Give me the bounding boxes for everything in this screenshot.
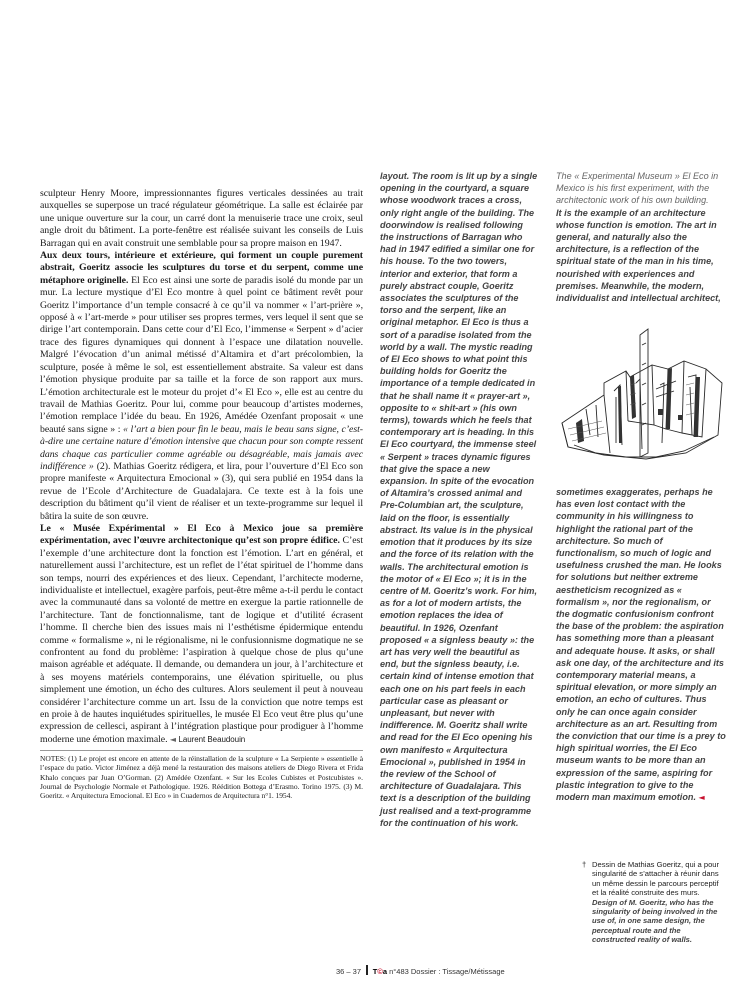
paragraph-2-end: (2). Mathias Goeritz rédigera, et lira, pour l’ouverture d’El Eco son propre manifeste « Arquitectura Emocional » (3), qui sera publié en 1954 dans la revue de l’Ecole d’Architecture de Guadalajara. Ce texte est à la fois une description du bâtiment qu’il vient de réaliser et un texte-programme sur lequel il bâtira la suite de son œuvre. [40,460,363,522]
caption-english: Design of M. Goeritz, who has the singularity of being involved in the use of, in one same design, the perceptual route and the constructed reality of walls. [592,897,718,945]
caption-french: Dessin de Mathias Goeritz, qui a pour singularité de s’attacher à réunir dans un même dessin le parcours perceptif et la réalité construite des murs. [592,860,720,898]
english-text-block: layout. The room is lit up by a single opening in the courtyard, a square whose woodwork traces a cross, only right angle of the building. The doorwindow is realised following the instructions of Barragan who had in 1947 edified a similar one for his house. To the two towers, interior and exterior, that form a purely abstract couple, Goeritz associates the sculptures of the torso and the serpent, like an original metaphor. El Eco is thus a sort of a paradise isolated from the world by a wall. The mystic reading of El Eco shows to what point this building holds for Goeritz the importance of a temple dedicated in that he shall name it « prayer-art », opposite to « shit-art » (his own terms), towards which he feels that contemporary art is heading. In this El Eco courtyard, the immense steel « Serpent » traces dynamic figures that give the space a new expansion. In spite of the evocation of Altamira’s crossed animal and Pre-Columbian art, the sculpture, laid on the floor, is essentially abstract. Its value is in the physical emotion that it produces by its size and the force of its relation with the walls. The architectural emotion is the motor of « El Eco »; it is in the centre of M. Goeritz’s work. For him, as for a lot of modern artists, the emotion replaces the idea of beautiful. In 1926, Ozenfant proposed « a signless beauty »: the art has very well the beautiful as end, but the signless beauty, i.e. certain kind of intense emotion that each one on his part feels in each particular case as pleasant or unpleasant, but never with indifference. M. Goeritz shall write and read for the El Eco opening his own manifesto « Arquitectura Emocional », published in 1954 in the review of the School of architecture of Guadalajara. This text is a description of the building just realised and a text-programme for the continuation of his work. [380,171,538,828]
footer-divider [366,965,368,975]
paragraph-2 [40,250,363,523]
paragraph-1: sculpteur Henry Moore, impressionnantes figures verticales dessinées au trait auxquelles se superpose un tracé régulateur géométrique. La salle est éclairée par une unique ouverture sur la cour, un carré dont la menuiserie trace une croix, seul angle droit du bâtiment. La porte-fenêtre est réalisée suivant les conseils de Luis Barragan qui en avait construit une semblable pour sa propre maison en 1947. [40,188,363,249]
logo-mark-icon: © [377,967,383,976]
magazine-logo: T©a [372,967,388,976]
issue-label: n°483 Dossier : [389,967,441,976]
goeritz-sketch-drawing [556,325,728,485]
dossier-theme: Tissage/Métissage [442,967,505,976]
english-intro: The « Experimental Museum » El Eco in Mexico is his first experiment, with the architectonic work of his own building. [556,171,719,206]
english-text-top: It is the example of an architecture whose function is emotion. The art in general, and naturally also the architecture, is a reflection of the spiritual state of the man in his time, nourished with experiences and premises. Meanwhile, the modern, individualist and intellectual architect, [556,207,721,304]
ozenfant-quote: « l’art a bien pour fin le beau, mais le beau sans signe, c’est-à-dire une certaine nature d’émotion intensive que chacun pour son compte ressent dans chaque cas particulier comme agréable ou désagréable, mais jamais avec indifférence » [40,423,364,472]
dagger-mark: † [582,860,587,869]
paragraph-3-body: C’est l’exemple d’une architecture dont la fonction est l’émotion. L’art en général, et naturellement aussi l’architecture, est un reflet de l’état spirituel de l’homme dans son temps, nourri des expériences et des lieux. Cependant, l’architecte moderne, individualiste et intellectuel, exagère parfois, peut-être même a-t-il perdu le contact avec la communauté dans sa volonté de mettre en exergue la partie rationnelle de l’architecture. Tant de fonctionnalisme, tant de logique et d’utilité écrasent l’homme. Il cherche bien des issues mais ni l’esthétisme épidermique entendu comme « formalisme », ni le régionalisme, ni le confusionnisme dogmatique ne se confrontent au fond du problème: l’aspiration à quelque chose de plus qu’une maison agréable et adéquate. Il demande, ou demandera un jour, à l’architecture et à ses moyens matériels contemporains, une élévation spirituelle, ou plus simplement une émotion, un écho des cultures. Alors seulement il peut à nouveau considérer l’architecture comme un art. Issu de la conviction que notre temps est en proie à de hautes inquiétudes spirituelles, le musée El Eco veut être plus qu’une expression de cellesci, aspirant à l’intégration plastique pour prodiguer à l’homme moderne une émotion maximale. [40,535,363,745]
french-article-column [40,188,363,800]
paragraph-2-body: El Eco est ainsi une sorte de paradis isolé du monde par un mur. La lecture mystique d’El Eco montre à quel point ce bâtiment revêt pour Goeritz l’importance d’un temple consacré à ce qu’il va nommer « l’art-prière », opposé à « l’art-merde » pour utiliser ses propres termes, vers lequel il sent que se dirige l’art contemporain. Dans cette cour d’El Eco, l’immense « Serpent » d’acier trace des figures dynamiques qui donnent à l’espace une dilatation nouvelle. Malgré l’évocation d’un animal métissé d’Altamira et d’art précolombien, la sculpture, posée à même le sol, est essentiellement abstraite. Sa valeur est dans l’émotion physique produite par sa taille et la force de son rapport aux murs. L’émotion architecturale est le moteur du projet d’« El Eco », elle est au centre du travail de Mathias Goeritz. Pour lui, comme pour beaucoup d’artistes modernes, l’émotion remplace l’idée du beau. En 1926, Amédée Ozenfant proposait « une beauté sans signe » : [40,274,363,435]
figure-caption [582,860,724,945]
paragraph-3-lead: Le « Musée Expérimental » El Eco à Mexico joue sa première expérimentation, avec l’œuvre architectonique qu’est son propre édifice. [40,522,363,547]
paragraph-2-lead: Aux deux tours, intérieure et extérieure, qui forment un couple purement abstrait, Goeritz associe les sculptures du torse et du serpent, comme une métaphore originelle. [40,250,363,286]
page-footer [336,965,596,977]
end-mark-red-icon: ◄ [698,793,705,803]
english-column-3-bottom [556,486,726,804]
page-numbers: 36 – 37 [336,967,362,976]
author-signature: Laurent Beaudouin [178,734,246,744]
english-column-3-top [556,170,726,304]
paragraph-3 [40,523,363,746]
english-translation-column [380,170,538,829]
end-mark-icon: ◄ [169,734,177,744]
english-text-bottom [556,486,726,804]
english-text-bottom-body: sometimes exaggerates, perhaps he has even lost contact with the community in his willingness to highlight the rational part of the architecture. So much of functionalism, so much of logic and usefulness crushed the man. He looks for solutions but neither extreme aestheticism recognized as « formalism », nor the regionalism, or the dogmatic confusionism confront the base of the problem: the aspiration has something more than a pleasant and adequate house. It asks, or shall ask one day, of the architecture and its contemporary material means, a spiritual elevation, or more simply an emotion, an echo of cultures. Thus only he can once again consider architecture as an art. Resulting from the conviction that our time is a prey to high spiritual worries, the El Eco museum wants to be more than an expression of the same, aspiring for plastic integration to give to the modern man maximum emotion. [556,487,726,803]
footnotes: NOTES: (1) Le projet est encore en attente de la réinstallation de la sculpture « La Serpiente » essentielle à l’espace du patio. Victor Jiménez a déjà mené la restauration des maisons ateliers de Diego Rivera et Frida Khalo conçues par Juan O’Gorman. (2) Amédée Ozenfant. « Sur les Ecoles Cubistes et Postcubistes ». Journal de Psychologie Normale et Pathologique. 1926. Réédition Bottega d’Erasmo. Torino 1975. (3) M. Goeritz. « Arquitectura Emocional. El Eco » in Cuadernos de Arquitectura n°1. 1954. [40,750,363,800]
